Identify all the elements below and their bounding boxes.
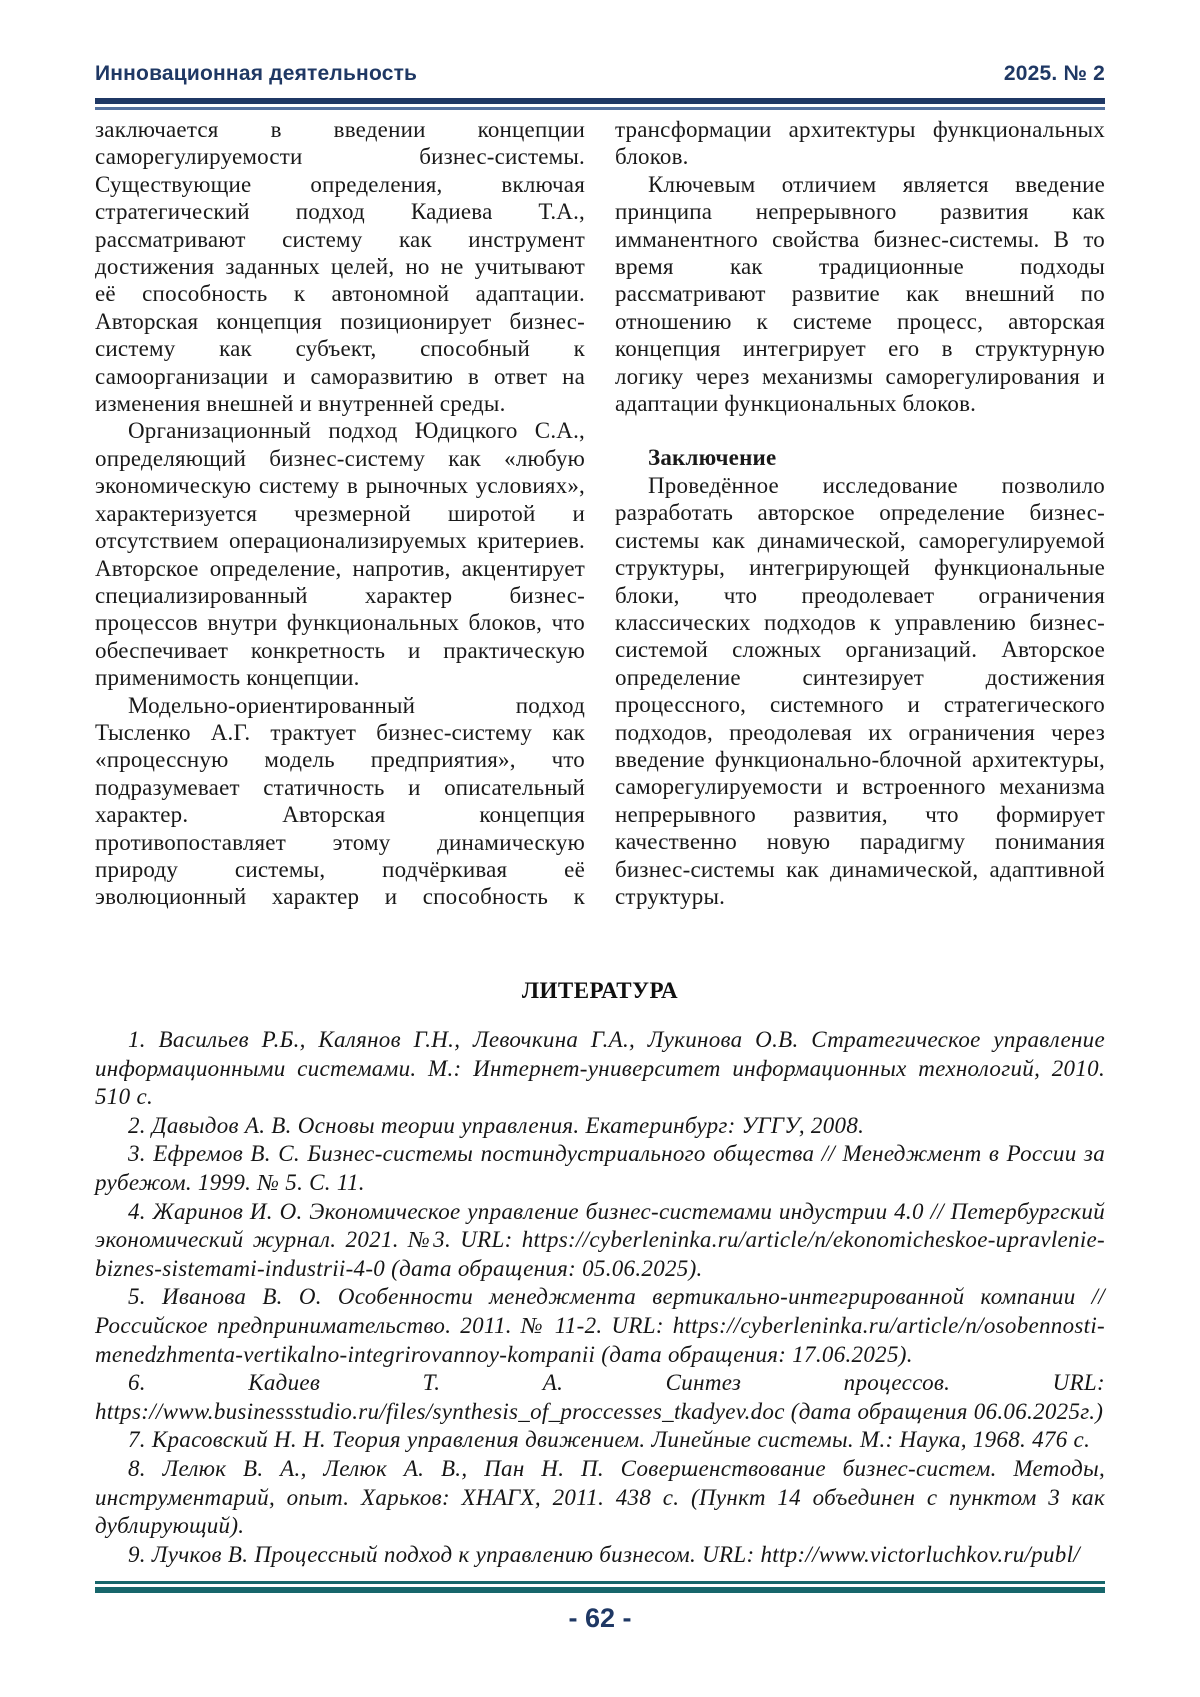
footer-rule-thin <box>95 1581 1105 1584</box>
page-number: - 62 - <box>568 1603 632 1633</box>
reference-item: 8. Лелюк В. А., Лелюк А. В., Пан Н. П. Совершенствование бизнес-систем. Методы, инструментарий, опыт. Харьков: ХНАГХ, 2011. 438 с. (Пункт 14 объединен с пунктом 3 как дублирующий). <box>95 1455 1105 1539</box>
conclusion-heading: Заключение <box>648 445 777 471</box>
footer-rule-thick <box>95 1587 1105 1593</box>
paragraph: Модельно-ориентированный подход Тысленко А.Г. трактует бизнес-систему как «процессную модель предприятия», что подразумевает статичность и описательный характер. Авторская концепция противопоставляет этому динамическую природу системы, подчёркивая её эволюционный характер и способность к трансформации архитектуры функциональных блоков. <box>95 117 1105 910</box>
reference-item: 1. Васильев Р.Б., Калянов Г.Н., Левочкина Г.А., Лукинова О.В. Стратегическое управление информационными системами. М.: Интернет-университет информационных технологий, 2010. 510 с. <box>95 1027 1105 1110</box>
header-rules <box>95 98 1105 110</box>
references-heading: ЛИТЕРАТУРА <box>521 978 679 1003</box>
paragraph: заключается в введении концепции саморегулируемости бизнес-системы. Существующие определения, включая стратегический подход Кадиева Т.А., рассматривают систему как инструмент достижения заданных целей, но не учитывают её способность к автономной адаптации. Авторская концепция позиционирует бизнес-систему как субъект, способный к самоорганизации и саморазвитию в ответ на изменения внешней и внутренней среды. <box>95 117 585 417</box>
paragraph: Организационный подход Юдицкого С.А., определяющий бизнес-систему как «любую экономическую систему в рыночных условиях», характеризуется чрезмерной широтой и отсутствием операционализируемых критериев. Авторское определение, напротив, акцентирует специализированный характер бизнес-процессов внутри функциональных блоков, что обеспечивает конкретность и практическую применимость концепции. <box>95 418 585 691</box>
reference-item: 2. Давыдов А. В. Основы теории управления. Екатеринбург: УГГУ, 2008. <box>128 1112 865 1138</box>
header-rule-thin <box>95 107 1105 110</box>
page-header <box>95 62 1105 86</box>
issue-label: 2025. № 2 <box>1003 62 1105 85</box>
paragraph: Проведённое исследование позволило разработать авторское определение бизнес-системы как динамической, саморегулируемой структуры, интегрирующей функциональные блоки, что преодолевает ограничения классических подходов к управлению бизнес-системой сложных организаций. Авторское определение синтезирует достижения процессного, системного и стратегического подходов, преодолевая их ограничения через введение функционально-блочной архитектуры, саморегулируемости и встроенного механизма непрерывного развития, что формирует качественно новую парадигму понимания бизнес-системы как динамической, адаптивной структуры. <box>615 472 1105 909</box>
reference-item: 5. Иванова В. О. Особенности менеджмента вертикально-интегрированной компании // Российское предпринимательство. 2011. № 11-2. URL: https://cyberleninka.ru/article/n/osobennosti-menedzhmenta-vertikalno-integrirovannoy-kompanii (дата обращения: 17.06.2025). <box>95 1284 1105 1367</box>
reference-item: 4. Жаринов И. О. Экономическое управление бизнес-системами индустрии 4.0 // Петербургский экономический журнал. 2021. №3. URL: https://cyberleninka.ru/article/n/ekonomicheskoe-upravlenie-biznes-sistemami-industrii-4-0 (дата обращения: 05.06.2025). <box>95 1198 1105 1281</box>
references-list <box>95 1026 1105 1569</box>
reference-item: 6. Кадиев Т. А. Синтез процессов. URL: https://www.businessstudio.ru/files/synthesis_of_proccesses_tkadyev.doc (дата обращения 06.06.2025г.) <box>95 1370 1105 1424</box>
running-title: Инновационная деятельность <box>95 62 418 85</box>
header-rule-thick <box>95 98 1105 104</box>
reference-item: 7. Красовский Н. Н. Теория управления движением. Линейные системы. М.: Наука, 1968. 476 с. <box>128 1427 1091 1453</box>
reference-item: 3. Ефремов В. С. Бизнес-системы постиндустриального общества // Менеджмент в России за рубежом. 1999. № 5. С. 11. <box>95 1141 1105 1195</box>
footer-rules <box>95 1581 1105 1593</box>
article-body <box>95 116 1105 918</box>
reference-item: 9. Лучков В. Процессный подход к управлению бизнесом. URL: http://www.victorluchkov.ru/publ/ <box>128 1541 1080 1567</box>
paragraph: Ключевым отличием является введение принципа непрерывного развития как имманентного свойства бизнес-системы. В то время как традиционные подходы рассматривают развитие как внешний по отношению к системе процесс, авторская концепция интегрирует его в структурную логику через механизмы саморегулирования и адаптации функциональных блоков. <box>615 171 1105 417</box>
